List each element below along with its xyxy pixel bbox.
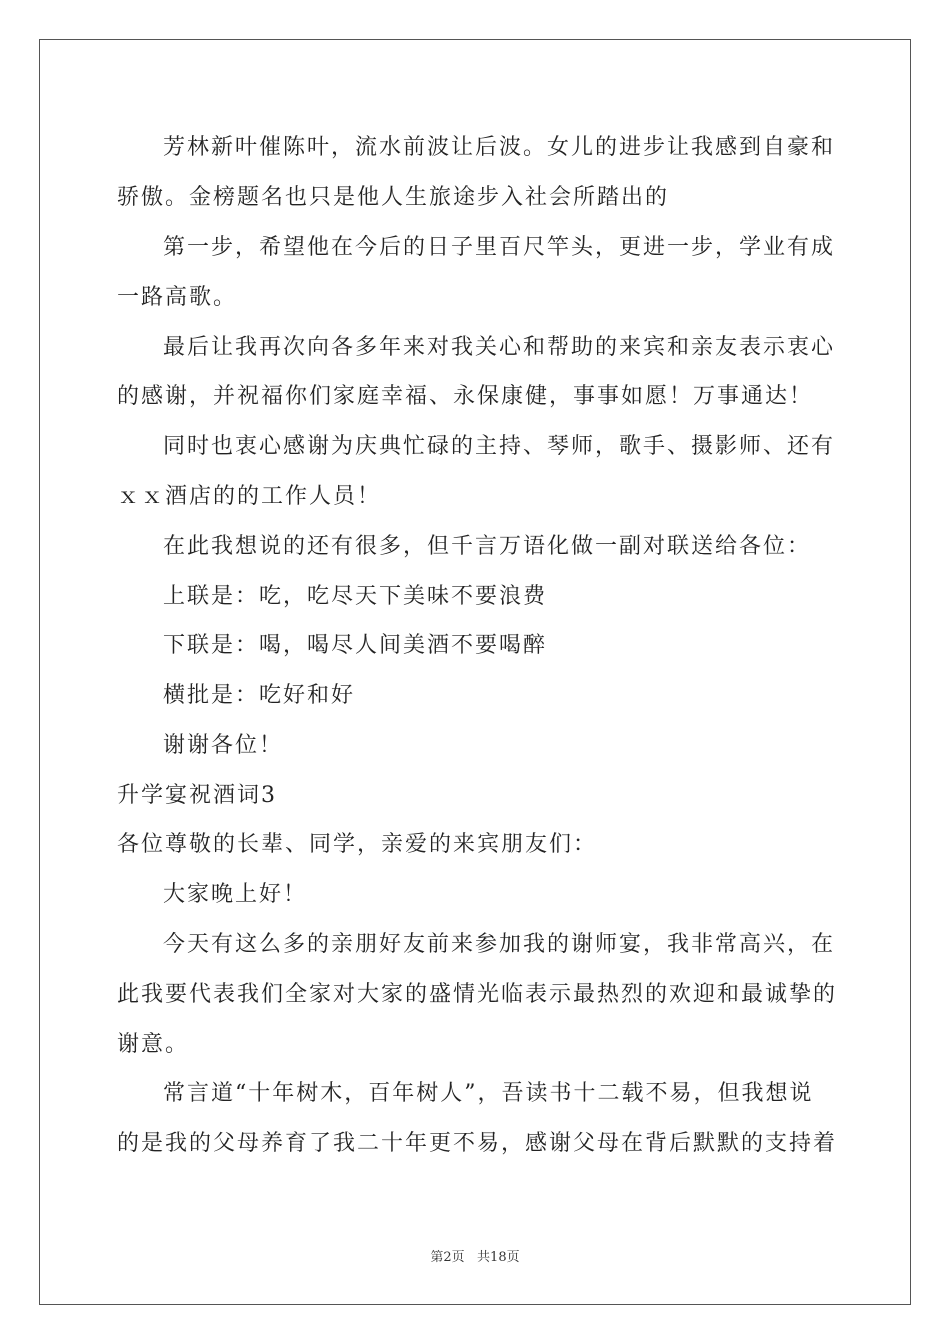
section-heading: 升学宴祝酒词3 — [117, 783, 277, 808]
text-line: 此我要代表我们全家对大家的盛情光临表示最热烈的欢迎和最诚挚的 — [117, 982, 838, 1007]
text-line: 常言道“十年树木，百年树人”，吾读书十二载不易，但我想说 — [163, 1081, 814, 1106]
text-line: 谢意。 — [117, 1032, 190, 1057]
text-line: 各位尊敬的长辈、同学，亲爱的来宾朋友们： — [117, 832, 598, 857]
text-line: 同时也衷心感谢为庆典忙碌的主持、琴师，歌手、摄影师、还有 — [163, 434, 836, 459]
text-line: 在此我想说的还有很多，但千言万语化做一副对联送给各位： — [163, 534, 812, 559]
text-line: 谢谢各位！ — [163, 733, 284, 758]
page-footer: 第2页 共18页 — [430, 1250, 520, 1265]
text-line: 一路高歌。 — [117, 285, 238, 310]
text-line: 上联是：吃，吃尽天下美味不要浪费 — [163, 584, 548, 609]
page-border — [39, 39, 911, 1305]
text-line: ｘｘ酒店的的工作人员！ — [117, 484, 382, 509]
text-line: 的是我的父母养育了我二十年更不易，感谢父母在背后默默的支持着 — [117, 1131, 838, 1156]
text-line: 的感谢，并祝福你们家庭幸福、永保康健，事事如愿！万事通达！ — [117, 384, 814, 409]
text-line: 最后让我再次向各多年来对我关心和帮助的来宾和亲友表示衷心 — [163, 335, 836, 360]
text-line: 芳林新叶催陈叶，流水前波让后波。女儿的进步让我感到自豪和 — [163, 135, 836, 160]
text-line: 横批是：吃好和好 — [163, 683, 356, 708]
text-line: 下联是：喝，喝尽人间美酒不要喝醉 — [163, 633, 548, 658]
text-line: 骄傲。金榜题名也只是他人生旅途步入社会所踏出的 — [117, 185, 670, 210]
text-line: 今天有这么多的亲朋好友前来参加我的谢师宴，我非常高兴，在 — [163, 932, 836, 957]
text-line: 第一步，希望他在今后的日子里百尺竿头，更进一步，学业有成 — [163, 235, 836, 260]
text-line: 大家晚上好！ — [163, 882, 308, 907]
